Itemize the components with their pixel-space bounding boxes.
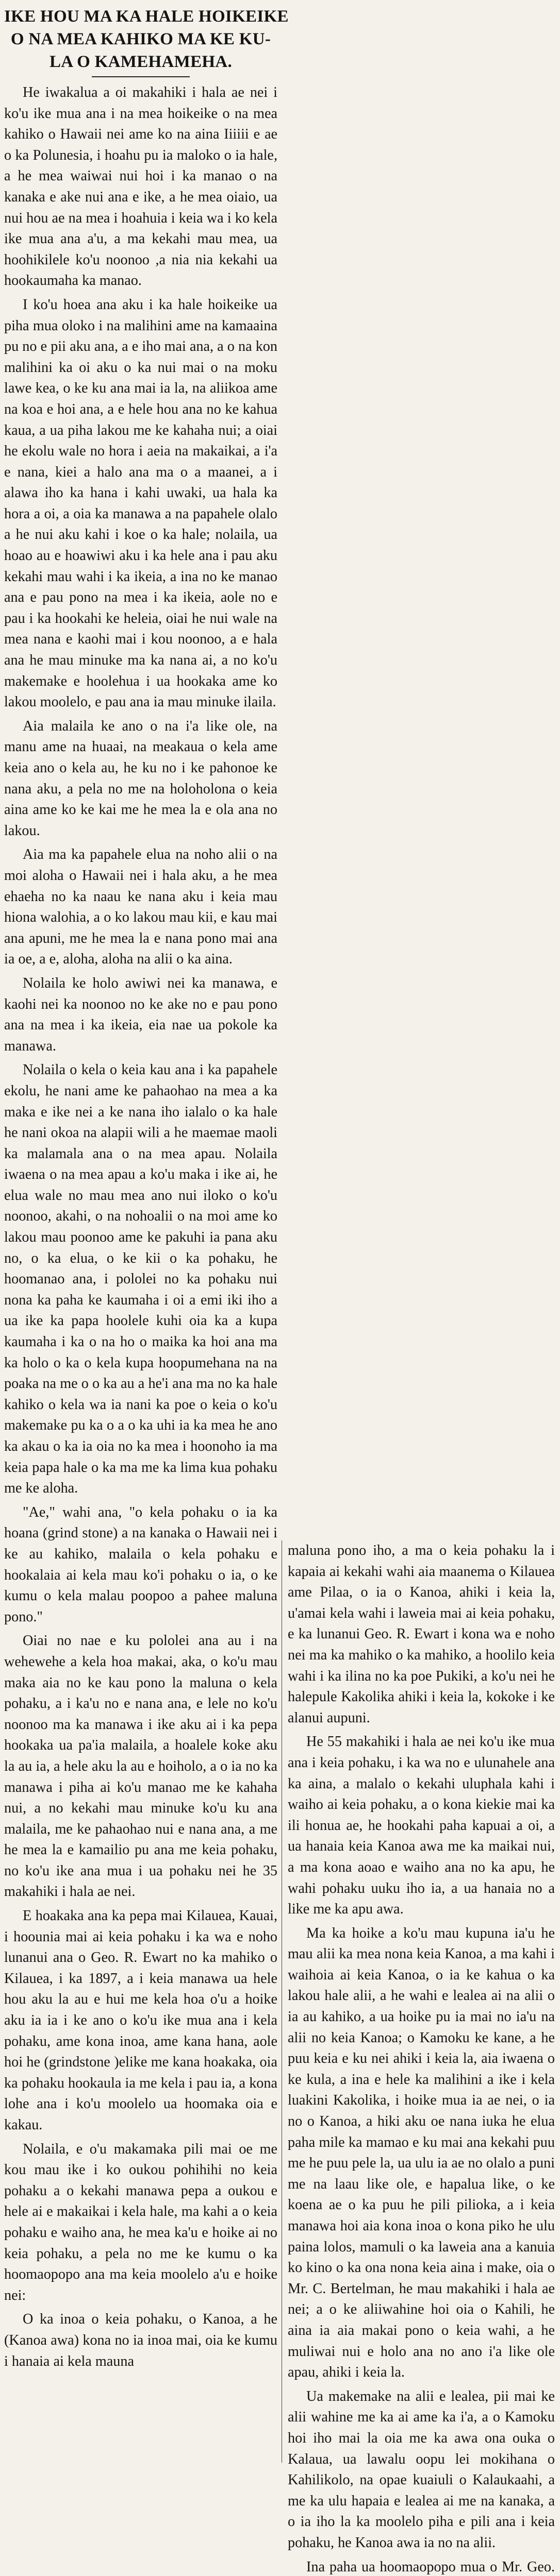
article-paragraph: Ua makemake na alii e lealea, pii mai ke alii wahine me ka ai ame ka i'a, a o Kamoku hoi iho mai la oia me ka awa ona ouka o Kalaua, ua lawalu oopu lei mokihana o Kahilikolo, na opae kuaiuli o Kalaukaahi, a me ka ulu hapaia e lealea ai me na kanaka, a o ia iho la ka moolelo piha e pili ana i keia pohaku, he Kanoa awa ia no na alii.	[288, 2386, 555, 2554]
article-paragraph: Ina paha ua hoomaopopo mua o Mr. Geo.	[288, 2557, 555, 2576]
article-paragraph: maluna pono iho, a ma o keia pohaku la i kapaia ai kekahi wahi aia maanema o Kilauea ame Pilaa, o ia o Kanoa, ahiki i keia la, u'amai kela wahi i laweia mai ai keia pohaku, e ka lunanui Geo. R. Ewart i kona wa e noho nei ma ka mahiko o ka mahiko, a hoolilo keia wahi i ka ilina no ka poe Pukiki, a ko'u nei he halepule Kakolika ahiki i keia la, kokoke i ke alanui aupuni.	[288, 1540, 555, 1728]
headline	[4, 5, 277, 73]
headline-line: O NA MEA KAHIKO MA KE KU-	[4, 28, 277, 50]
article-paragraph: E hoakaka ana ka pepa mai Kilauea, Kauai, i hoounia mai ai keia pohaku i ka wa e noho lunanui ana o Geo. R. Ewart no ka mahiko o Kilauea, i ka 1897, a i keia manawa ua hele hou aku la au e hui me kela hoa o'u a hoike aku ia ia i ke ano o ko'u ike mua ana i kela pohaku, ame kona inoa, ame kana hana, aole hoi he (grindstone )elike me kana hoakaka, oia ka pohaku hookaula ia me kela i pau ia, a kona lohe ana i ko'u moolelo ua hoomaka oia e kakau.	[4, 1906, 277, 2136]
headline-line: LA O KAMEHAMEHA.	[4, 50, 277, 73]
article-paragraph: Aia malaila ke ano o na i'a like ole, na manu ame na huaai, na meakaua o kela ame keia ano o kela au, he ku no i ke pahonoe ke nana aku, a pela no me na holoholona o keia aina ame ko ke kai me he mea la e ola ana no lakou.	[4, 716, 277, 842]
article-paragraph: Nolaila o kela o keia kau ana i ka papahele ekolu, he nani ame ke pahaohao na mea a ka maka e ike nei a ke nana iho ialalo o ka hale he nani okoa na alapii wili a he maemae maoli ka malamala ana o na mea apau. Nolaila iwaena o na mea apau a ko'u maka i ike ai, he elua wale no mau mea ano nui iloko o ko'u noonoo, akahi, o na nohoalii o na moi ame ko lakou mau poonoo ame ke pakuhi ia pana aku no, o ka elua, o ke kii o ka pohaku, he hoomanao ana, i pololei no ka pohaku nui nona ka paha ke kaumaha i oi a emi iki iho a ua ike ka papa hoolele kuhi oia ka a kupa kaumaha i ka o na ho o maika ka hoi ana ma ka holo o ka o kela kupa hoopumehana na na poaka na me o o ka au a he'i ana ma no ka hale kahiko o kela wa ia nani ka poe o keia o ko'u makemake pu ka o a o ka uhi ia ka mea he ano ka akau o ka ia oia no ka mea i hoonoho ia ma keia papa hale o ka ma me ka lima kua pohaku me ke aloha.	[4, 1060, 277, 1499]
article-left-column	[4, 5, 277, 2463]
article-paragraph: Oiai no nae e ku pololei ana au i na wehewehe a kela hoa makai, aka, o ko'u mau maka aia no ke kau pono la maluna o kela pohaku, a i ka'u no e nana ana, e lele no ko'u noonoo ma ka manawa i ike aku ai i ka pepa hookaka ua pa'ia malaila, a hoalele koke aku la au ia, a hele aku la au e hoiholo, a o ia no ka manawa i piha ai ko'u manao me ke kahaha nui, a no kekahi mau minuke ko'u ku ana malaila, me ke pahaohao nui e nana ana, a me he mea la e kamailio pu ana me keia pohaku, no ko'u ike ana mua i ua pohaku nei he 35 makahiki i hala ae nei.	[4, 1631, 277, 1903]
article-paragraph: He iwakalua a oi makahiki i hala ae nei i ko'u ike mua ana i na mea hoikeike o na mea kahiko o Hawaii nei ame ko na aina Iiiiii e ae o ka Polunesia, i hoahu pu ia maloko o ia hale, a he mea waiwai nui hoi i ka manao o na kanaka e ake nui ana e ike, a he mea oiaio, ua nui hou ae na mea i hoahuia i keia wa i ko kela ike mua ana a'u, a ma kekahi mau mea, ua hoohikilele ko'u noonoo ,a nia nia kekahi ua hookaumaha ka manao.	[4, 82, 277, 292]
article-paragraph: He 55 makahiki i hala ae nei ko'u ike mua ana i keia pohaku, i ka wa no e ulunahele ana ka aina, a malalo o kekahi uluphala kahi i waiho ai keia pohaku, a o kona kiekie mai ka ili honua ae, he hookahi paha kapuai a oi, a ua hanaia keia Kanoa awa me ka maikai nui, a ma kona aoao e waiho ana no ka apu, he wahi pohaku uuku iho ia, a ua hanaia no a like me ka apu awa.	[288, 1732, 555, 1920]
article-paragraph: Ma ka hoike a ko'u mau kupuna ia'u he mau alii ka mea nona keia Kanoa, a ma kahi i waihoia ai keia Kanoa, o ia ke kahua o ka lakou hale alii, a he wahi e lealea ai na alii o ia au kahiko, a ua hoike pu ia mai no ia'u na alii no keia Kanoa; o Kamoku ke kane, a he puu keia e ku nei ahiki i keia la, aia iwaena o ke kula, a ina e hele ka malihini a ike i kela luakini Kakolika, i hoike mua ia ae nei, o ia no o Kanoa, a hiki aku oe nana iuka he elua paha mile ka mamao e ku mai ana kekahi puu me he puu pele la, ua ulu ia ae no olalo a puni me na laau like ole, e hapalua like, o ke koena ae o ka puu he pili pilioka, a i keia manawa hoi aia kona inoa o kona piko he ulu paina lolos, mamuli o ka laweia ana a kanuia ko kino o ka ona nona keia aina i make, oia o Mr. C. Bertelman, he mau makahiki i hala ae nei; a o ke aliiwahine hoi oia o Kahili, he aina ia aia makai pono o keia wahi, a he muliwai nui e holo ana no ano i'a like ole apau, ahiki i keia la.	[288, 1923, 555, 2383]
headline-line: IKE HOU MA KA HALE HOIKEIKE	[4, 5, 277, 28]
article-paragraph: Nolaila, e o'u makamaka pili mai oe me kou mau ike i ko oukou pohihihi no keia pohaku a o kekahi manawa pepa a oukou e hele ai e makaikai i kela hale, ma kahi a o keia pohaku e waiho ana, he mea ka'u e hoike ai no keia pohaku, a pela no me ke kumu o ka hoomaopopo ana ma keia moolelo a'u e hoike nei:	[4, 2139, 277, 2307]
headline-rule	[92, 76, 190, 77]
article-paragraph: Nolaila ke holo awiwi nei ka manawa, e kaohi nei ka noonoo no ke ake no e pau pono ana na mea i ka ikeia, eia nae ua pokole ka manawa.	[4, 973, 277, 1057]
article-paragraph: O ka inoa o keia pohaku, o Kanoa, a he (Kanoa awa) kona no ia inoa mai, oia ke kumu i hanaia ai kela mauna	[4, 2309, 277, 2372]
article-paragraph: Aia ma ka papahele elua na noho alii o na moi aloha o Hawaii nei i hala aku, a he mea ehaeha no ka naau ke nana aku i keia mau hiona walohia, a o ko lakou mau kii, e kau mai ana apuni, me he mea la e nana pono mai ana ia oe, a e, aloha, aloha na alii o ka aina.	[4, 844, 277, 970]
article-paragraph: "Ae," wahi ana, "o kela pohaku o ia ka hoana (grind stone) a na kanaka o Hawaii nei i ke au kahiko, malaila o kela pohaku e hookalaia ai kela mau ko'i pohaku o ia, o ke kumu o kela malau poopoo a pahee maluna pono."	[4, 1502, 277, 1628]
article-right-column	[288, 1540, 555, 2465]
article-paragraph: I ko'u hoea ana aku i ka hale hoikeike ua piha mua oloko i na malihini ame na kamaaina pu no e pii aku ana, a e iho mai ana, a o na kon malihini ka oi aku o ka nui mai o na moku lawe kea, o ke ku ana mai ia la, na aliikoa ame na koa e hoi ana, a e hele hou ana no ke kahua kaua, a ua piha lakou me ke kahaha nui; a oiai he ekolu wale no hora i aeia na makaikai, a i'a e nana, kiei a halo ana ma o a maanei, a i alawa iho ka hana i kahi uwaki, ua hala ka hora a oi, a oia ka manawa a na papahele olalo a he nui aku kahi i koe o ka hale; nolaila, ua hoao au e hoawiwi aku i ka hele ana i pau aku kekahi mau wahi i ka ikeia, a ina no ke manao ana e pau pono na mea i ka ikeia, aole no e pau i ka hookahi ke heleia, oiai he nui wale na mea nana e kaohi mai i kou noonoo, a e hala ana he mau minuke ma ka nana ai, a no ko'u makemake e hoolehua i ua hookaka ame ko lakou moolelo, e pau ana ia mau minuke ilaila.	[4, 295, 277, 713]
